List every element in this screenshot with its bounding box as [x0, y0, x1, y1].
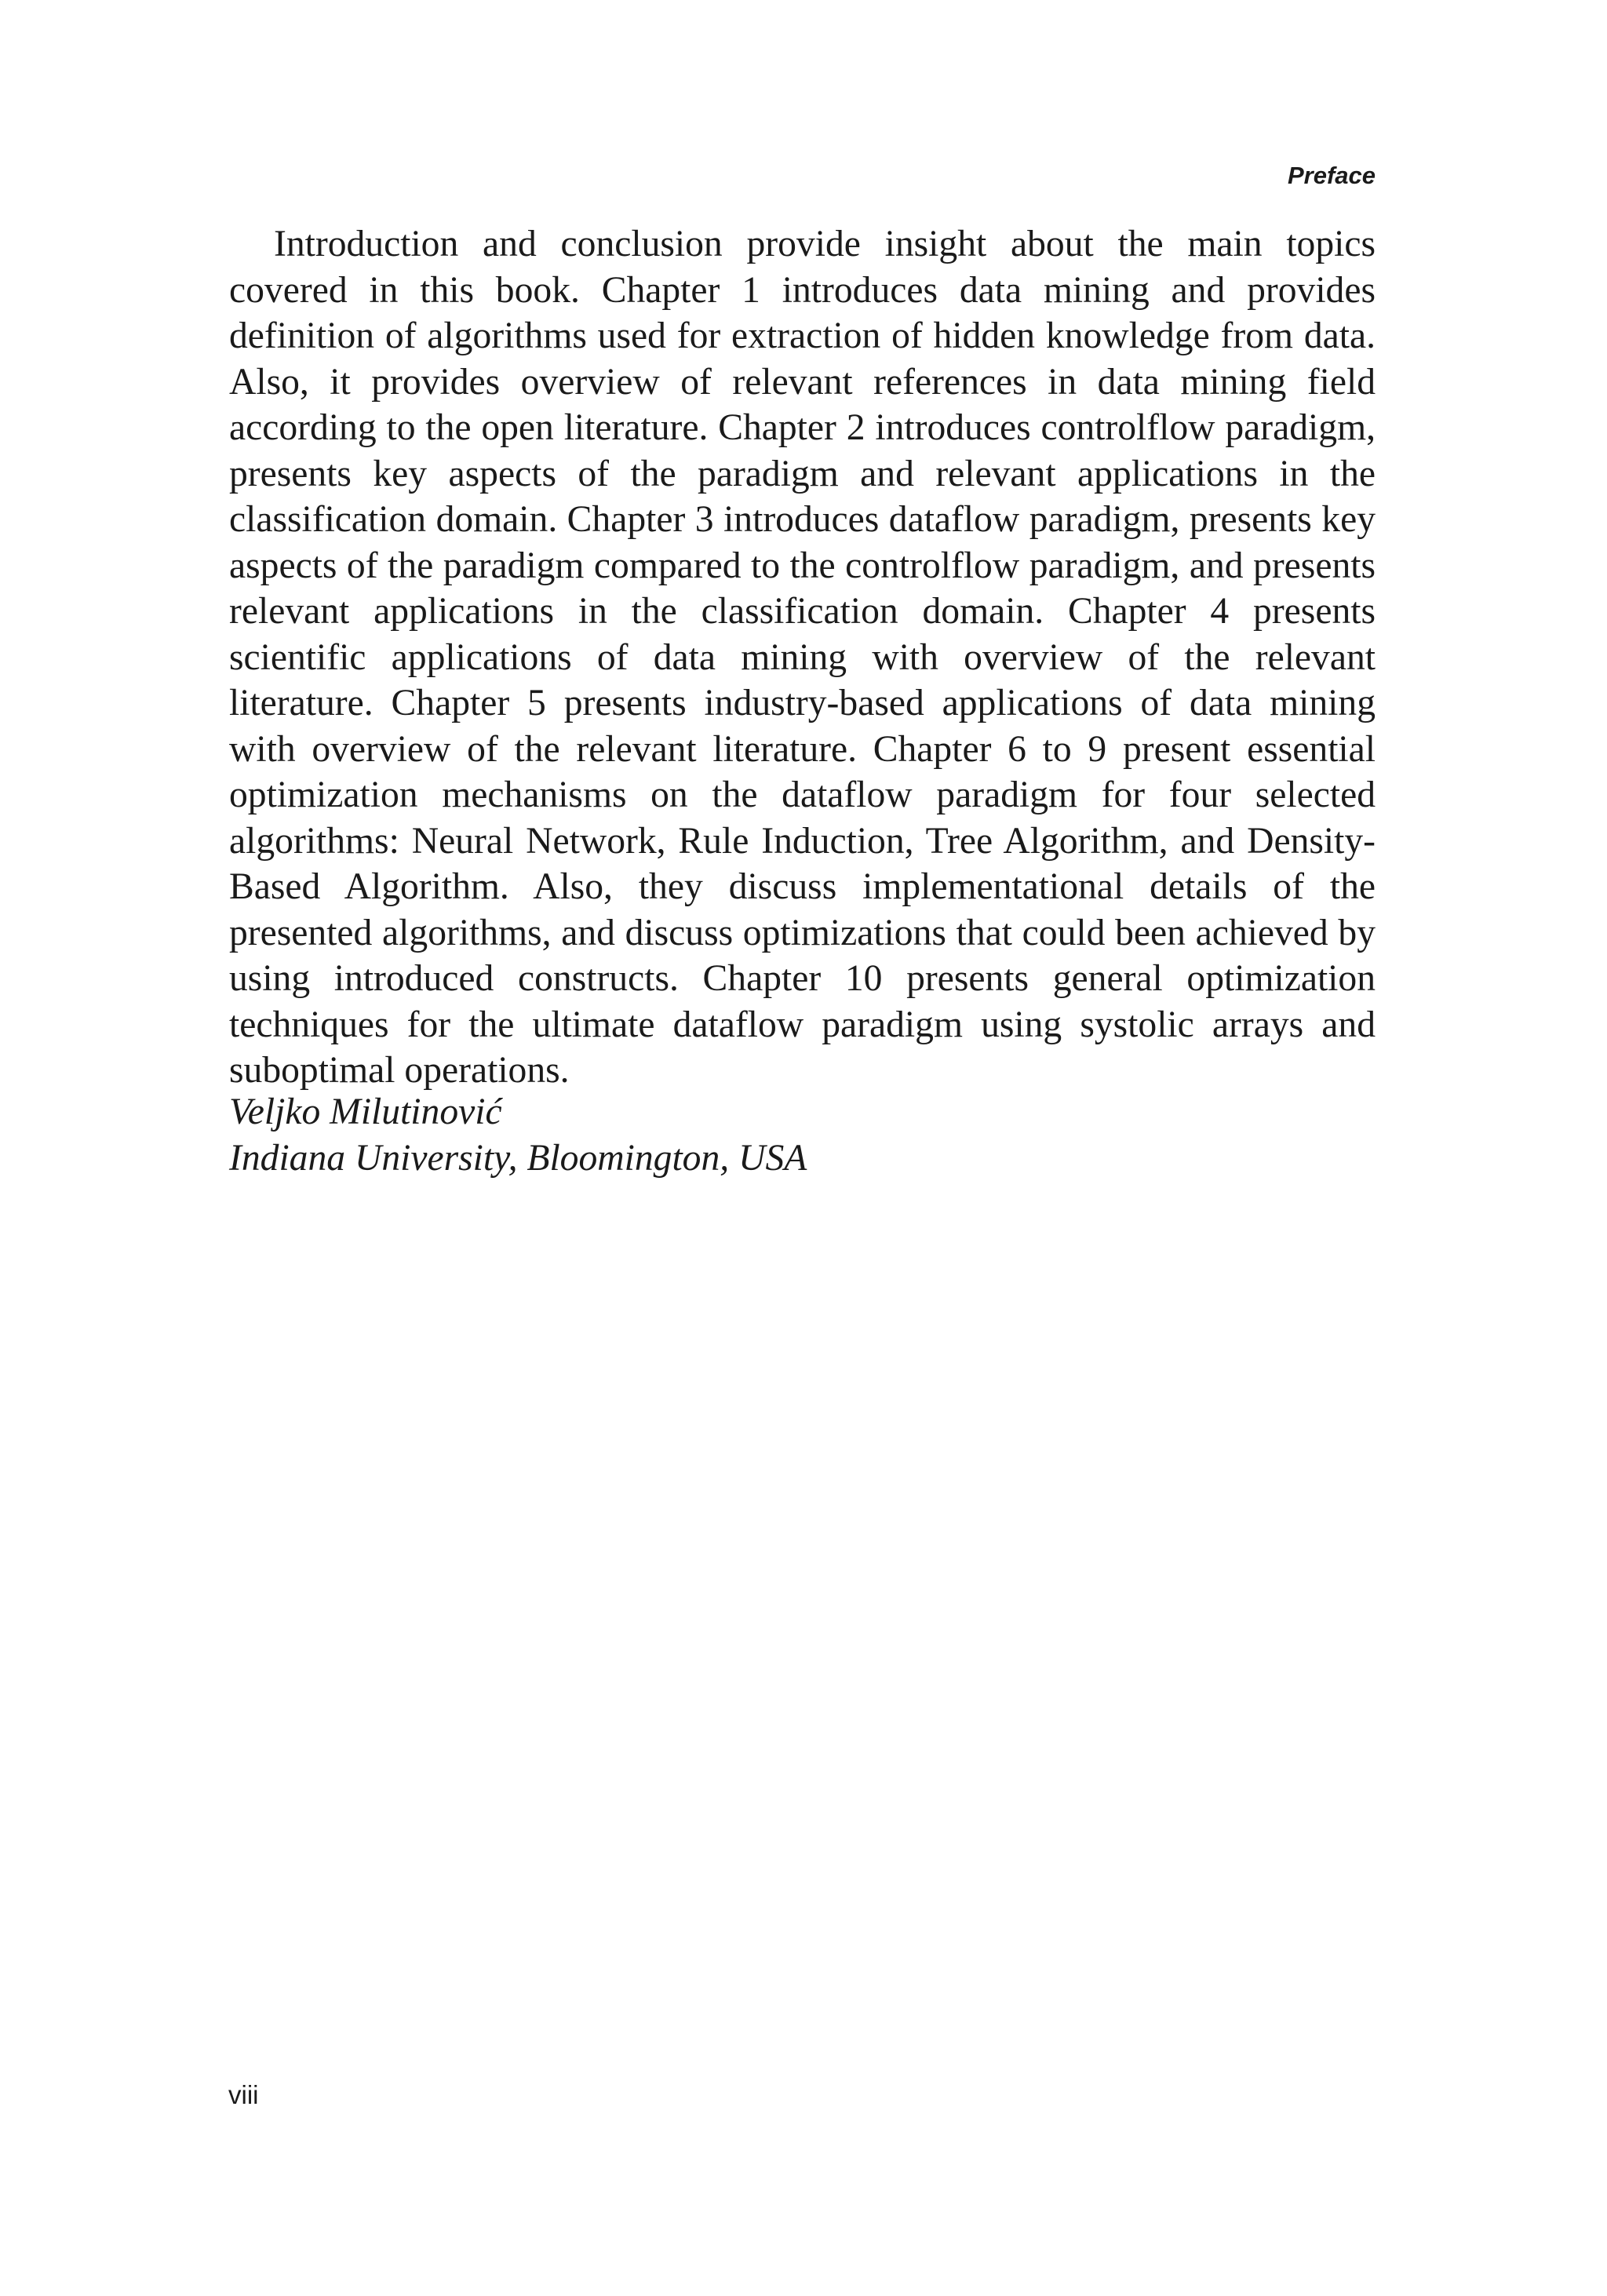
page-number: viii — [228, 2080, 259, 2109]
preface-paragraph: Introduction and conclusion provide insight about the main topics covered in this book. Chapter 1 introduces data mining and provides definition of algorithms used for extraction of hidden knowledge from data. Also, it provides overview of relevant references in data mining field according to the open literature. Chapter 2 introduces controlflow paradigm, presents key aspects of the paradigm and relevant applications in the classification domain. Chapter 3 introduces dataflow paradigm, presents key aspects of the paradigm compared to the controlflow paradigm, and presents relevant applications in the classification domain. Chapter 4 presents scientific applications of data mining with overview of the relevant literature. Chapter 5 presents industry-based applications of data mining with overview of the relevant literature. Chapter 6 to 9 present essential optimization mechanisms on the dataflow paradigm for four selected algorithms: Neural Network, Rule Induction, Tree Algorithm, and Density-Based Algorithm. Also, they discuss implementational details of the presented algorithms, and discuss optimizations that could been achieved by using introduced constructs. Chapter 10 presents general optimization techniques for the ultimate dataflow paradigm using systolic arrays and suboptimal operations. — [229, 224, 1376, 1091]
author-affiliation: Indiana University, Bloomington, USA — [229, 1137, 807, 1179]
signature-block — [229, 1089, 807, 1181]
running-head: Preface — [1287, 162, 1376, 189]
author-name: Veljko Milutinović — [229, 1092, 502, 1132]
